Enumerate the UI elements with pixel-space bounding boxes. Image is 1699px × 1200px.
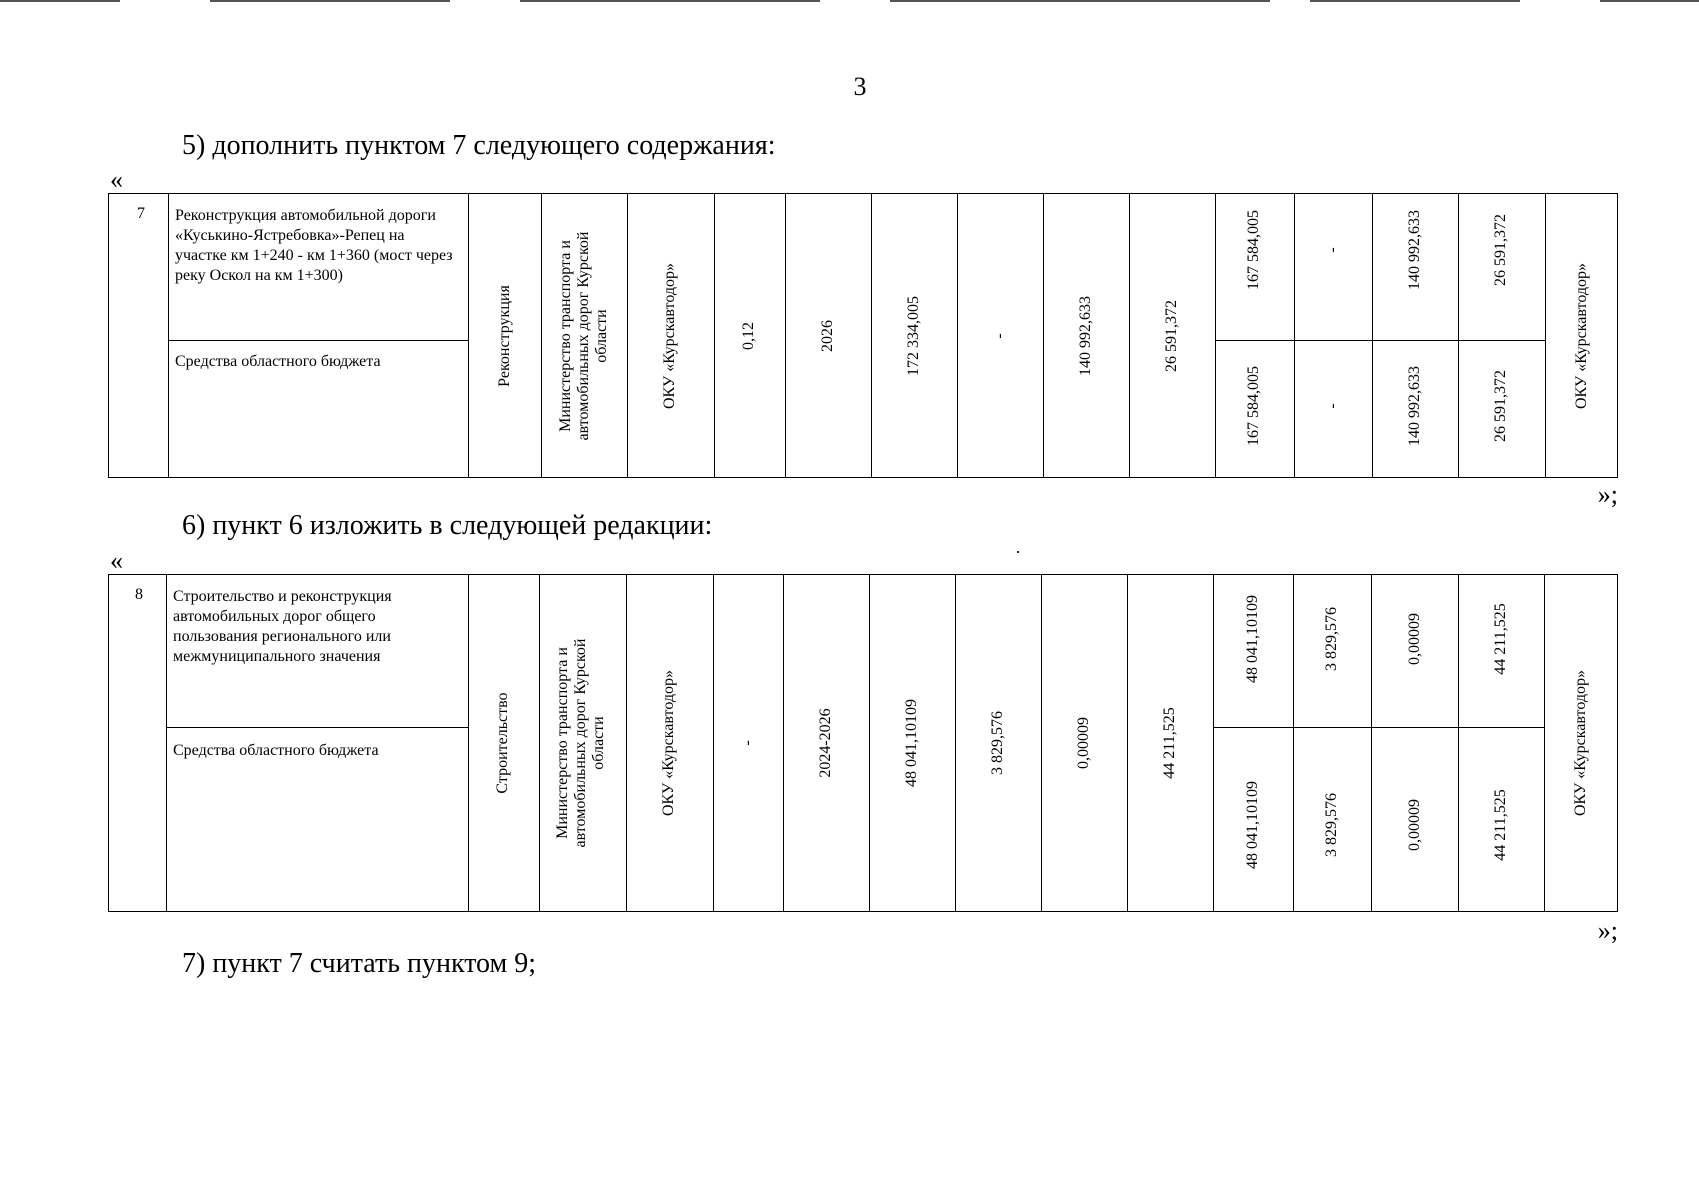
budget-a: 3 829,576	[1323, 793, 1340, 857]
customer: Министерство транспорта и автомобильных дорог Курской области	[554, 638, 607, 848]
col-b: 140 992,633	[1077, 296, 1094, 376]
table-item-8	[108, 574, 1618, 912]
close-quote: »;	[1597, 916, 1618, 945]
budget-b: 0,00009	[1406, 799, 1423, 851]
budget-total: 48 041,10109	[1244, 781, 1261, 869]
table-item-7	[108, 193, 1618, 478]
col-c: 44 211,525	[1161, 707, 1178, 779]
budget-a: -	[1324, 403, 1341, 409]
col-c: 26 591,372	[1163, 300, 1180, 372]
total-cost: 172 334,005	[905, 296, 922, 376]
final-paragraph: 7) пункт 7 считать пунктом 9;	[182, 948, 537, 979]
col-b: 0,00009	[1075, 717, 1092, 769]
plan-b: 140 992,633	[1406, 210, 1423, 290]
open-quote: «	[110, 546, 123, 575]
budget-b: 140 992,633	[1406, 366, 1423, 446]
close-quote: »;	[1597, 480, 1618, 509]
object-name: Реконструкция автомобильной дороги «Куськино-Ястребовка»-Репец на участке км 1+240 - км 1+360 (мост через реку Оскол на км 1+300)	[175, 207, 453, 284]
open-quote: «	[110, 165, 123, 194]
section-heading-6: 6) пункт 6 изложить в следующей редакции:	[182, 510, 713, 541]
scan-speck	[1017, 551, 1019, 553]
row-number: 8	[135, 586, 143, 603]
plan-total: 167 584,005	[1245, 210, 1262, 290]
customer: Министерство транспорта и автомобильных дорог Курской области	[557, 231, 610, 441]
scan-top-edge	[0, 0, 1699, 3]
plan-total: 48 041,10109	[1244, 595, 1261, 683]
col-a: -	[991, 333, 1008, 339]
plan-b: 0,00009	[1406, 613, 1423, 665]
developer: ОКУ «Курскавтодор»	[660, 669, 677, 817]
plan-a: 3 829,576	[1323, 607, 1340, 671]
object-name: Строительство и реконструкция автомобильных дорог общего пользования регионального или межмуниципального значения	[173, 588, 392, 665]
funding-source: Средства областного бюджета	[175, 353, 381, 370]
plan-c: 44 211,525	[1492, 603, 1509, 675]
total-cost: 48 041,10109	[903, 699, 920, 787]
period: 2026	[819, 320, 836, 352]
capacity: -	[739, 740, 756, 746]
budget-total: 167 584,005	[1245, 366, 1262, 446]
executor: ОКУ «Курскавтодор»	[1573, 262, 1590, 410]
budget-c: 44 211,525	[1492, 789, 1509, 861]
col-a: 3 829,576	[989, 711, 1006, 775]
section-heading-5: 5) дополнить пунктом 7 следующего содержания:	[182, 130, 776, 161]
work-type: Реконструкция	[496, 285, 513, 387]
funding-source: Средства областного бюджета	[173, 742, 379, 759]
row-number: 7	[137, 205, 145, 222]
plan-a: -	[1324, 247, 1341, 253]
developer: ОКУ «Курскавтодор»	[661, 262, 678, 410]
page-number: 3	[853, 72, 867, 101]
plan-c: 26 591,372	[1492, 214, 1509, 286]
executor: ОКУ «Курскавтодор»	[1572, 669, 1589, 817]
period: 2024-2026	[817, 708, 834, 778]
capacity: 0,12	[740, 322, 757, 350]
budget-c: 26 591,372	[1492, 370, 1509, 442]
work-type: Строительство	[494, 692, 511, 794]
